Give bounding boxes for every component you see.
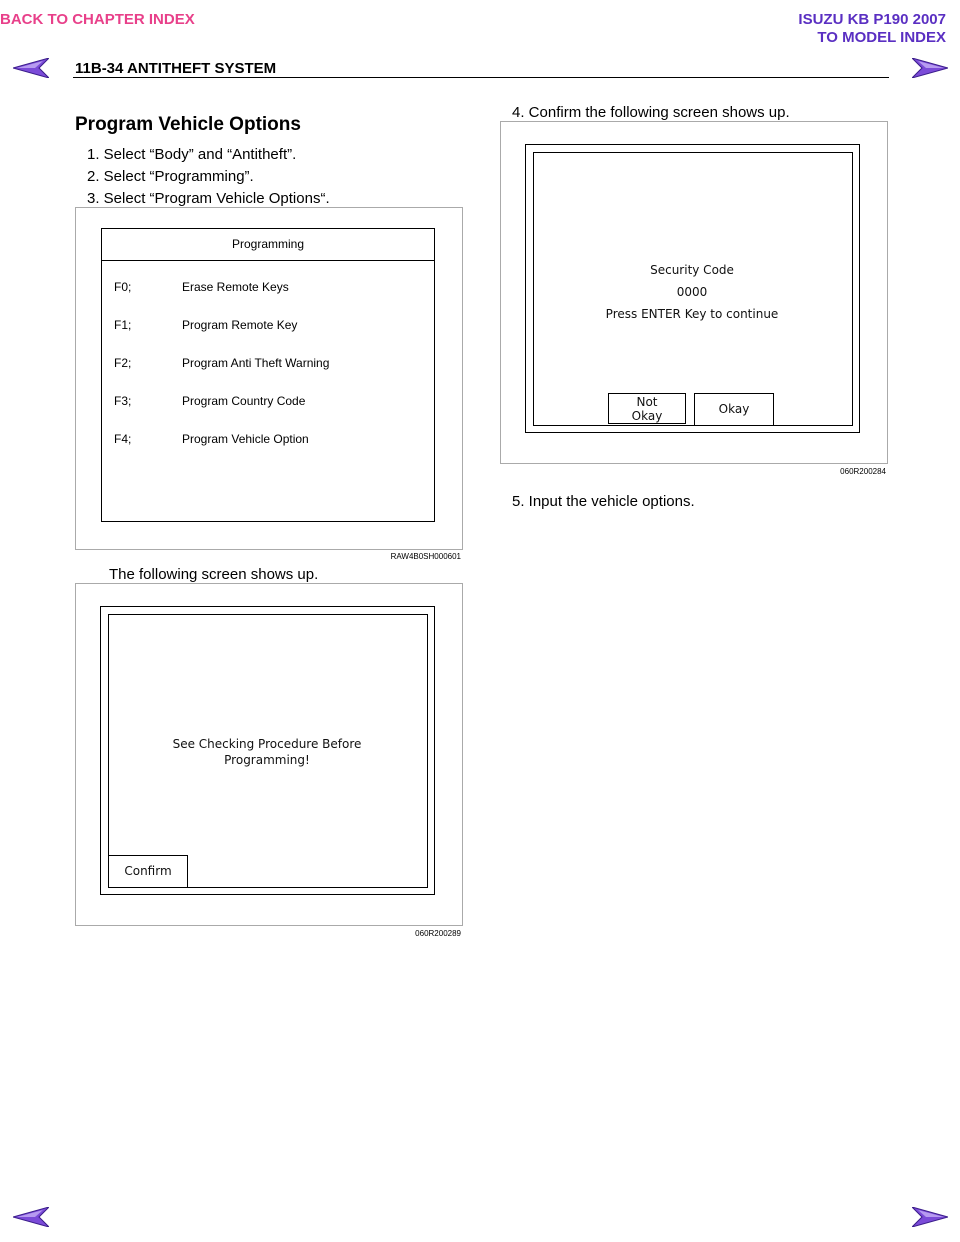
step-1: 1. Select “Body” and “Antitheft”. [87, 146, 297, 163]
menu-key-f3: F3; [114, 394, 132, 408]
model-name: ISUZU KB P190 2007 [798, 11, 946, 28]
menu-key-f4: F4; [114, 432, 132, 446]
not-okay-line-1: Not [636, 395, 658, 409]
step-5: 5. Input the vehicle options. [512, 493, 695, 510]
message-line-2: Programming! [224, 753, 310, 767]
menu-item-program-remote-key[interactable]: Program Remote Key [182, 318, 298, 332]
step-3: 3. Select “Program Vehicle Options“. [87, 190, 330, 207]
programming-screen-title: Programming [102, 229, 434, 261]
step-2: 2. Select “Programming”. [87, 168, 254, 185]
confirm-button[interactable]: Confirm [108, 855, 188, 888]
model-index-link[interactable] [798, 11, 946, 47]
to-model-index-label: TO MODEL INDEX [817, 29, 946, 46]
menu-item-program-country-code[interactable]: Program Country Code [182, 394, 306, 408]
next-page-icon[interactable] [912, 1207, 948, 1227]
checking-procedure-message [108, 736, 426, 768]
menu-key-f2: F2; [114, 356, 132, 370]
menu-key-f1: F1; [114, 318, 132, 332]
programming-screen [101, 228, 435, 522]
back-to-chapter-index-link[interactable]: BACK TO CHAPTER INDEX [0, 11, 195, 28]
not-okay-button[interactable] [608, 393, 686, 424]
security-code-value: 0000 [676, 285, 708, 299]
press-enter-instruction: Press ENTER Key to continue [605, 307, 779, 321]
figure-code-3: 060R200284 [840, 467, 886, 476]
figure-code-2: 060R200289 [415, 929, 461, 938]
security-code-message [533, 259, 851, 325]
menu-item-program-anti-theft-warning[interactable]: Program Anti Theft Warning [182, 356, 330, 370]
section-title: Program Vehicle Options [75, 114, 301, 135]
following-screen-text: The following screen shows up. [109, 566, 319, 583]
menu-item-program-vehicle-option[interactable]: Program Vehicle Option [182, 432, 309, 446]
step-4: 4. Confirm the following screen shows up. [512, 104, 790, 121]
page-header-title: 11B-34 ANTITHEFT SYSTEM [75, 60, 277, 77]
next-page-icon[interactable] [912, 58, 948, 78]
not-okay-line-2: Okay [631, 409, 663, 423]
figure-code-1: RAW4B0SH000601 [390, 552, 461, 561]
prev-page-icon[interactable] [13, 58, 49, 78]
prev-page-icon[interactable] [13, 1207, 49, 1227]
header-divider [73, 77, 889, 78]
menu-key-f0: F0; [114, 280, 132, 294]
message-line-1: See Checking Procedure Before [172, 737, 362, 751]
security-code-label: Security Code [650, 263, 734, 277]
okay-button[interactable]: Okay [694, 393, 774, 426]
menu-item-erase-remote-keys[interactable]: Erase Remote Keys [182, 280, 289, 294]
